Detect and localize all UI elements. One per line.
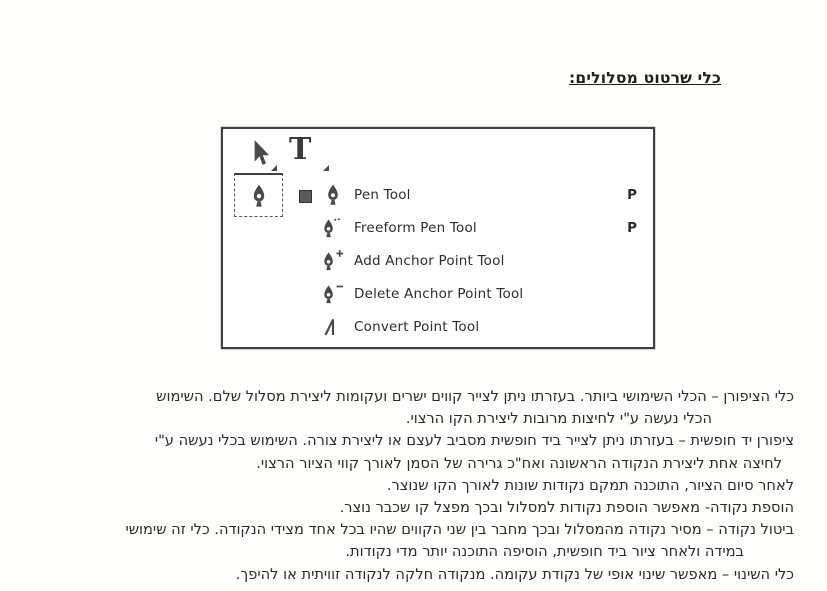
type-tool-icon[interactable]: T xyxy=(289,132,312,167)
page-title: כלי שרטוט מסלולים: xyxy=(569,69,721,87)
menu-item-convert-point-tool[interactable] xyxy=(321,310,651,343)
freeform-pen-icon xyxy=(321,216,345,240)
text-line: ציפורן יד חופשית – בעזרתו ניתן לצייר ביד חופשית מסביב לעצם או ליצירת צורה. השימוש בכלי נעשה ע"י xyxy=(154,432,794,450)
menu-item-delete-anchor-point-tool[interactable] xyxy=(321,277,651,310)
menu-item-shortcut: P xyxy=(627,219,637,236)
selected-pen-tool-slot[interactable] xyxy=(234,173,283,217)
text-line: ביטול נקודה – מסיר נקודה מהמסלול ובכך מחבר בין שני הקווים שהיו בכל אחד מצידי הנקודה. כלי זה שימושי xyxy=(125,521,794,539)
menu-item-add-anchor-point-tool[interactable] xyxy=(321,244,651,277)
pen-tools-flyout-panel xyxy=(221,127,655,349)
pen-icon xyxy=(246,183,272,209)
direct-selection-tool-icon[interactable] xyxy=(247,139,273,173)
menu-item-label: Add Anchor Point Tool xyxy=(354,252,505,269)
menu-item-label: Pen Tool xyxy=(354,186,411,203)
text-line: במידה ולאחר ציור ביד חופשית, הוסיפה התוכנה יותר מדי נקודות. xyxy=(345,543,744,561)
menu-item-label: Convert Point Tool xyxy=(354,318,480,335)
text-line: לאחר סיום הציור, התוכנה תמקם נקודות שונות לאורך הקו שנוצר. xyxy=(386,476,794,494)
flyout-indicator-square xyxy=(299,190,312,203)
menu-item-freeform-pen-tool[interactable] xyxy=(321,211,651,244)
menu-item-label: Freeform Pen Tool xyxy=(354,219,477,236)
flyout-triangle-icon xyxy=(271,165,277,171)
text-line: הכלי נעשה ע"י לחיצות מרובות ליצירת הקו הרצוי. xyxy=(405,410,712,428)
text-line: כלי השינוי – מאפשר שינוי אופי של נקודת עקומה. מנקודה חלקה לנקודה זוויתית או להיפך. xyxy=(235,565,794,583)
body-text xyxy=(32,386,794,586)
flyout-triangle-icon xyxy=(323,165,329,171)
menu-item-pen-tool[interactable] xyxy=(321,178,651,211)
pen-tools-menu xyxy=(321,178,651,343)
menu-item-shortcut: P xyxy=(627,186,637,203)
text-line: כלי הציפורן – הכלי השימושי ביותר. בעזרתו ניתן לצייר קווים ישרים ועקומות ליצירת מסלול שלם. השימוש xyxy=(156,388,794,405)
text-line: לחיצה אחת ליצירת הנקודה הראשונה ואח"כ גרירה של הסמן לאורך קווי הציור הרצוי. xyxy=(256,454,782,472)
pen-icon xyxy=(321,183,345,207)
delete-anchor-point-icon xyxy=(321,282,345,306)
menu-item-label: Delete Anchor Point Tool xyxy=(354,285,524,302)
text-line: הוספת נקודה- מאפשר הוספת נקודות למסלול ובכך מפצל קו שכבר נוצר. xyxy=(339,499,794,517)
convert-point-icon xyxy=(321,315,345,339)
add-anchor-point-icon xyxy=(321,249,345,273)
